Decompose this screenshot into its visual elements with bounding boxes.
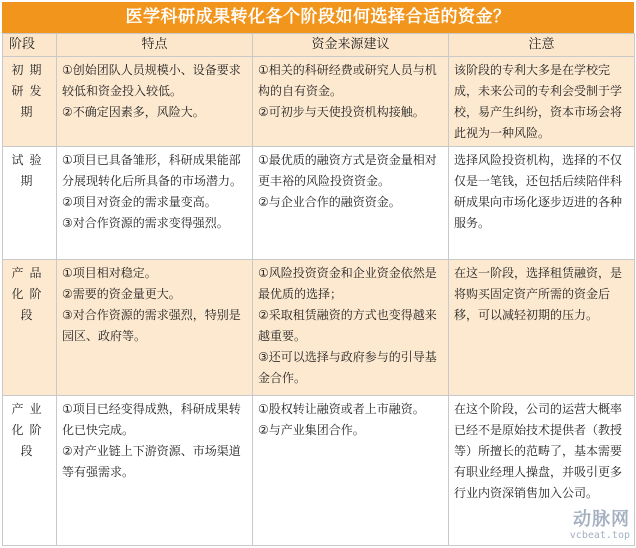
feature-item: ①项目已具备雏形，科研成果能部分展现转化后所具备的市场潜力。: [62, 153, 243, 188]
funding-cell: [253, 396, 449, 546]
note-item: 在这个阶段，公司的运营大概率已经不是原始技术提供者（教授等）所擅长的范畴了，基本需要有职业经理人操盘，并吸引更多行业内资深销售加入公司。: [454, 402, 623, 500]
watermark: [520, 510, 630, 544]
notes-cell: [449, 57, 635, 147]
funding-item: ①风险投资资金和企业资金依然是最优质的选择；: [258, 266, 437, 301]
header-features: 特点: [57, 34, 253, 57]
funding-item: ①最优质的融资方式是资金量相对更丰裕的风险投资资金。: [258, 153, 437, 188]
header-row: [3, 34, 635, 57]
stage-table: [2, 33, 635, 546]
feature-item: ①项目相对稳定。: [62, 266, 157, 280]
watermark-brand: 动脉网: [573, 509, 630, 530]
header-notes: 注意: [449, 34, 635, 57]
note-item: 该阶段的专利大多是在学校完成，未来公司的专利会受制于学校，易产生纠纷，资本市场会将此视为一种风险。: [454, 63, 623, 140]
feature-item: ③对合作资源的需求变得强烈。: [62, 216, 229, 230]
table-row: [3, 57, 635, 147]
stage-cell: 试验期: [3, 147, 57, 260]
funding-item: ②采取租赁融资的方式也变得越来越重要。: [258, 308, 437, 343]
funding-item: ①相关的科研经费或研究人员与机构的自有资金。: [258, 63, 437, 98]
watermark-url: vcbeat.top: [569, 530, 630, 541]
funding-cell: [253, 260, 449, 396]
header-funding: 资金来源建议: [253, 34, 449, 57]
stage-cell: 产业化阶段: [3, 396, 57, 546]
features-cell: [57, 260, 253, 396]
table-row: [3, 260, 635, 396]
feature-item: ①创始团队人员规模小、设备要求较低和资金投入较低。: [62, 63, 241, 98]
feature-item: ②需要的资金量更大。: [62, 287, 181, 301]
feature-item: ②项目对资金的需求量变高。: [62, 195, 217, 209]
funding-item: ②与企业合作的融资资金。: [258, 195, 401, 209]
table-row: [3, 147, 635, 260]
note-item: 选择风险投资机构，选择的不仅仅是一笔钱，还包括后续陪伴科研成果向市场化逐步迈进的各种服务。: [454, 153, 623, 230]
funding-cell: [253, 57, 449, 147]
funding-item: ②可初步与天使投资机构接触。: [258, 105, 425, 119]
feature-item: ①项目已经变得成熟，科研成果转化已快完成。: [62, 402, 241, 437]
feature-item: ②不确定因素多，风险大。: [62, 105, 205, 119]
notes-cell: [449, 147, 635, 260]
header-stage: 阶段: [3, 34, 57, 57]
funding-item: ①股权转让融资或者上市融资。: [258, 402, 425, 416]
note-item: 在这一阶段，选择租赁融资，是将购买固定资产所需的资金后移，可以减轻初期的压力。: [454, 266, 623, 322]
feature-item: ③对合作资源的需求强烈，特别是园区、政府等。: [62, 308, 241, 343]
stage-cell: 产品化阶段: [3, 260, 57, 396]
features-cell: [57, 57, 253, 147]
features-cell: [57, 147, 253, 260]
features-cell: [57, 396, 253, 546]
stage-cell: 初期研发期: [3, 57, 57, 147]
funding-item: ③还可以选择与政府参与的引导基金合作。: [258, 350, 437, 385]
page-title: 医学科研成果转化各个阶段如何选择合适的资金？: [2, 2, 634, 33]
funding-cell: [253, 147, 449, 260]
funding-item: ②与产业集团合作。: [258, 423, 365, 437]
notes-cell: [449, 260, 635, 396]
feature-item: ②对产业链上下游资源、市场渠道等有强需求。: [62, 444, 241, 479]
